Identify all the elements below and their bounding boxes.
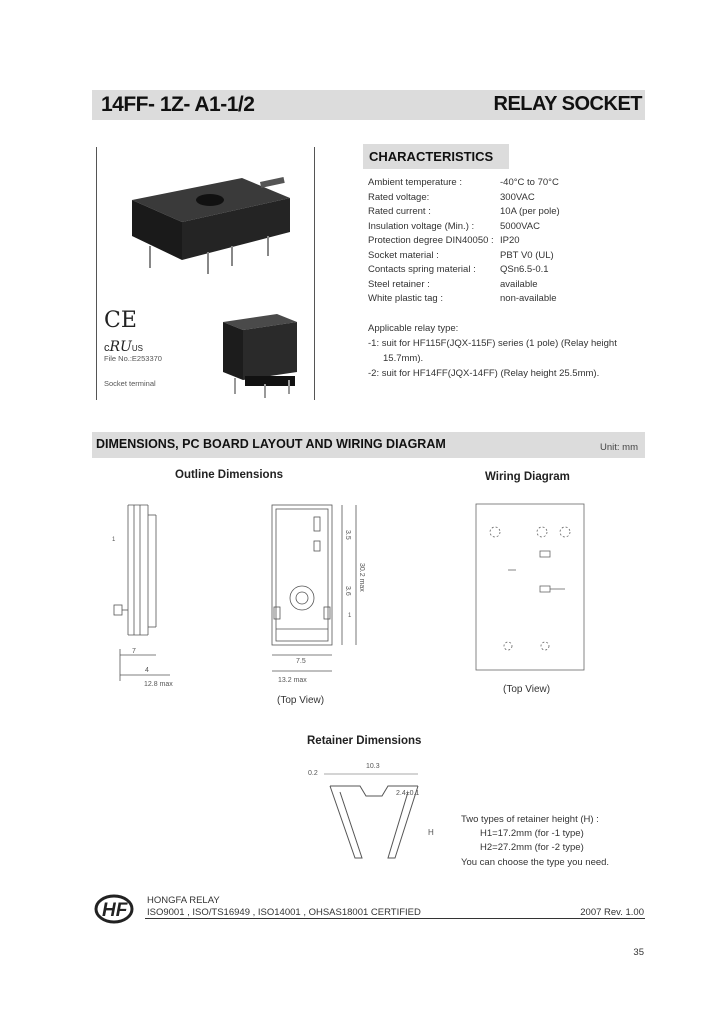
spec-label: Contacts spring material :	[368, 264, 476, 275]
top-view-label: (Top View)	[277, 695, 325, 706]
retainer-label-0-2: 0.2	[308, 770, 318, 777]
spec-value: IP20	[500, 235, 520, 246]
retainer-note: You can choose the type you need.	[461, 857, 610, 868]
certifications: ISO9001 , ISO/TS16949 , ISO14001 , OHSAS18001 CERTIFIED	[147, 907, 421, 918]
applicable-line: -2: suit for HF14FF(JQX-14FF) (Relay height 25.5mm).	[368, 368, 600, 379]
spec-value: non-available	[500, 293, 557, 304]
cul-mark-icon: cRUUS	[104, 339, 143, 355]
ul-mark-suffix: US	[131, 344, 143, 353]
spec-row	[368, 250, 668, 264]
characteristics-heading: CHARACTERISTICS	[369, 149, 494, 164]
retainer-label-10-3: 10.3	[366, 763, 380, 770]
spec-value: PBT V0 (UL)	[500, 249, 554, 261]
spec-value: -40°C to 70°C	[500, 177, 559, 188]
dim-label-3-5: 3.5	[344, 530, 351, 540]
retainer-dimensions-title: Retainer Dimensions	[307, 735, 422, 747]
retainer-label-h: H	[428, 828, 434, 837]
dim-label-4: 4	[145, 667, 149, 674]
dim-label-3-6: 3.6	[344, 586, 351, 596]
page-number: 35	[633, 947, 644, 958]
spec-label: Insulation voltage (Min.) :	[368, 220, 475, 232]
spec-row	[368, 264, 668, 278]
spec-row	[368, 221, 668, 235]
footer-rule	[145, 918, 645, 919]
spec-label: Rated voltage:	[368, 191, 430, 203]
revision: 2007 Rev. 1.00	[580, 907, 644, 918]
company-name: HONGFA RELAY	[147, 895, 220, 906]
hongfa-logo-icon	[92, 893, 142, 925]
applicable-line: -1: suit for HF115F(JQX-115F) series (1 pole) (Relay height	[368, 338, 617, 349]
spec-label: Steel retainer :	[368, 278, 430, 290]
spec-label: Protection degree DIN40050 :	[368, 235, 494, 246]
spec-value: 300VAC	[500, 191, 535, 203]
wiring-diagram	[470, 498, 590, 678]
spec-label: White plastic tag :	[368, 293, 443, 304]
dim-label-12-8: 12.8 max	[144, 681, 173, 688]
spec-row	[368, 279, 668, 293]
dim-label-7: 7	[132, 648, 136, 655]
spec-row	[368, 293, 668, 307]
ul-file-number: File No.:E253370	[104, 354, 162, 363]
dim-label-7-5: 7.5	[296, 658, 306, 665]
dim-label-30-2: 30.2 max	[358, 563, 365, 592]
spec-row	[368, 192, 668, 206]
retainer-note: H1=17.2mm (for -1 type)	[480, 828, 584, 839]
svg-text:1: 1	[112, 537, 116, 543]
spec-label: Rated current :	[368, 206, 431, 217]
spec-value: 10A (per pole)	[500, 206, 560, 217]
retainer-label-2-4: 2.4±0.1	[396, 790, 420, 797]
svg-text:1: 1	[348, 613, 352, 619]
applicable-heading: Applicable relay type:	[368, 323, 459, 334]
ce-mark-icon: CE	[104, 308, 137, 333]
characteristics-heading-box	[363, 144, 509, 169]
photo-frame-right	[314, 147, 315, 400]
spec-row	[368, 177, 668, 191]
wiring-diagram-title: Wiring Diagram	[485, 471, 570, 483]
socket-photo	[120, 170, 300, 280]
spec-row	[368, 235, 668, 249]
spec-label: Socket material :	[368, 249, 439, 261]
svg-text:HF: HF	[102, 900, 128, 921]
retainer-note: Two types of retainer height (H) :	[461, 814, 599, 825]
photo-frame-left	[96, 147, 97, 400]
unit-label: Unit: mm	[600, 442, 638, 453]
retainer-drawing	[300, 760, 430, 870]
retainer-note: H2=27.2mm (for -2 type)	[480, 842, 584, 853]
spec-value: available	[500, 278, 538, 290]
dimensions-heading: DIMENSIONS, PC BOARD LAYOUT AND WIRING DIAGRAM	[96, 437, 446, 451]
socket-terminal-caption: Socket terminal	[104, 379, 156, 388]
spec-value: QSn6.5-0.1	[500, 264, 549, 275]
spec-label: Ambient temperature :	[368, 177, 462, 188]
spec-value: 5000VAC	[500, 220, 540, 232]
outline-side-view	[100, 495, 190, 695]
relay-photo	[215, 308, 305, 400]
applicable-line: 15.7mm).	[383, 353, 424, 364]
product-model: 14FF- 1Z- A1-1/2	[101, 93, 255, 116]
spec-row	[368, 206, 668, 220]
outline-dimensions-title: Outline Dimensions	[175, 469, 283, 481]
wiring-top-view-label: (Top View)	[503, 684, 551, 695]
product-type: RELAY SOCKET	[493, 93, 642, 115]
dim-label-13-2: 13.2 max	[278, 677, 307, 684]
